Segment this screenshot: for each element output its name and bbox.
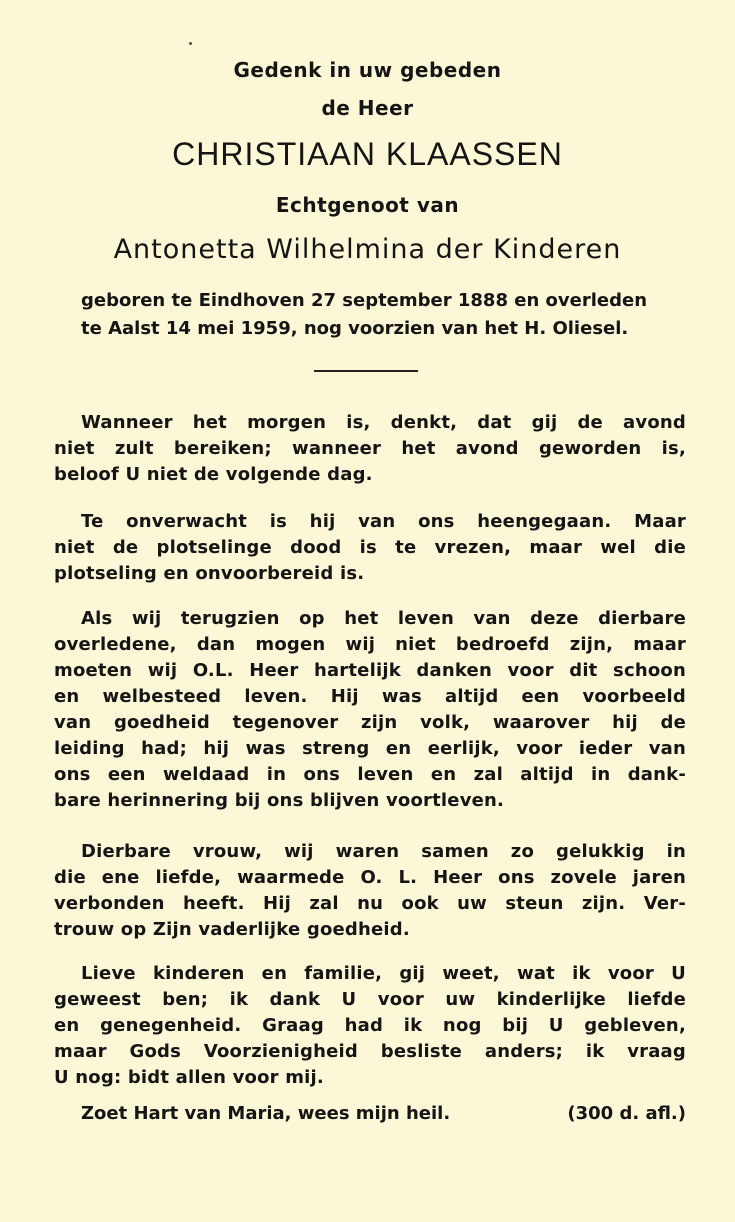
- paragraph-line: trouw op Zijn vaderlijke goedheid.: [54, 919, 410, 940]
- paragraph-line: Als wij terugzien op het leven van deze dierbare: [81, 608, 686, 629]
- paragraph-line: bare herinnering bij ons blijven voortleven.: [54, 790, 505, 811]
- paragraph-line: verbonden heeft. Hij zal nu ook uw steun zijn. Ver-: [54, 893, 686, 914]
- paragraph-line: overledene, dan mogen wij niet bedroefd zijn, maar: [54, 634, 686, 655]
- spouse-name: Antonetta Wilhelmina der Kinderen: [113, 234, 622, 265]
- paragraph-1: [54, 410, 686, 488]
- paragraph-line: ons een weldaad in ons leven en zal altijd in dank-: [54, 764, 686, 785]
- paragraph-5: [54, 961, 686, 1091]
- paragraph-line: Wanneer het morgen is, denkt, dat gij de avond: [81, 412, 686, 433]
- closing-prayer: Zoet Hart van Maria, wees mijn heil.: [81, 1103, 451, 1124]
- paragraph-2: [54, 509, 686, 587]
- intro-line-1: Gedenk in uw gebeden: [233, 58, 502, 82]
- divider-rule: [314, 370, 418, 372]
- spouse-label: Echtgenoot van: [275, 193, 460, 217]
- paragraph-line: Te onverwacht is hij van ons heengegaan. Maar: [81, 511, 686, 532]
- paragraph-line: en genegenheid. Graag had ik nog bij U gebleven,: [54, 1015, 686, 1036]
- paragraph-line: beloof U niet de volgende dag.: [54, 464, 373, 485]
- paragraph-line: Dierbare vrouw, wij waren samen zo gelukkig in: [81, 841, 686, 862]
- paragraph-line: niet de plotselinge dood is te vrezen, maar wel die: [54, 537, 686, 558]
- paragraph-4: [54, 839, 686, 943]
- paper-speck: [189, 42, 192, 45]
- intro-line-2: de Heer: [321, 96, 414, 120]
- paragraph-line: niet zult bereiken; wanneer het avond geworden is,: [54, 438, 686, 459]
- paragraph-line: en welbesteed leven. Hij was altijd een voorbeeld: [54, 686, 686, 707]
- paragraph-line: die ene liefde, waarmede O. L. Heer ons zovele jaren: [54, 867, 686, 888]
- paragraph-line: maar Gods Voorzienigheid besliste anders; ik vraag: [54, 1041, 686, 1062]
- paragraph-3: [54, 606, 686, 814]
- paragraph-line: Lieve kinderen en familie, gij weet, wat ik voor U: [81, 963, 686, 984]
- paragraph-line: moeten wij O.L. Heer hartelijk danken voor dit schoon: [54, 660, 686, 681]
- birth-line-2: te Aalst 14 mei 1959, nog voorzien van het H. Oliesel.: [81, 318, 629, 339]
- paragraph-line: leiding had; hij was streng en eerlijk, voor ieder van: [54, 738, 686, 759]
- birth-line-1: geboren te Eindhoven 27 september 1888 en overleden: [81, 290, 648, 311]
- paragraph-line: plotseling en onvoorbereid is.: [54, 563, 365, 584]
- paragraph-line: geweest ben; ik dank U voor uw kinderlijke liefde: [54, 989, 686, 1010]
- indulgence-note: (300 d. afl.): [567, 1103, 686, 1124]
- paragraph-line: U nog: bidt allen voor mij.: [54, 1067, 324, 1088]
- deceased-name: CHRISTIAAN KLAASSEN: [172, 136, 563, 172]
- paragraph-line: van goedheid tegenover zijn volk, waarover hij de: [54, 712, 686, 733]
